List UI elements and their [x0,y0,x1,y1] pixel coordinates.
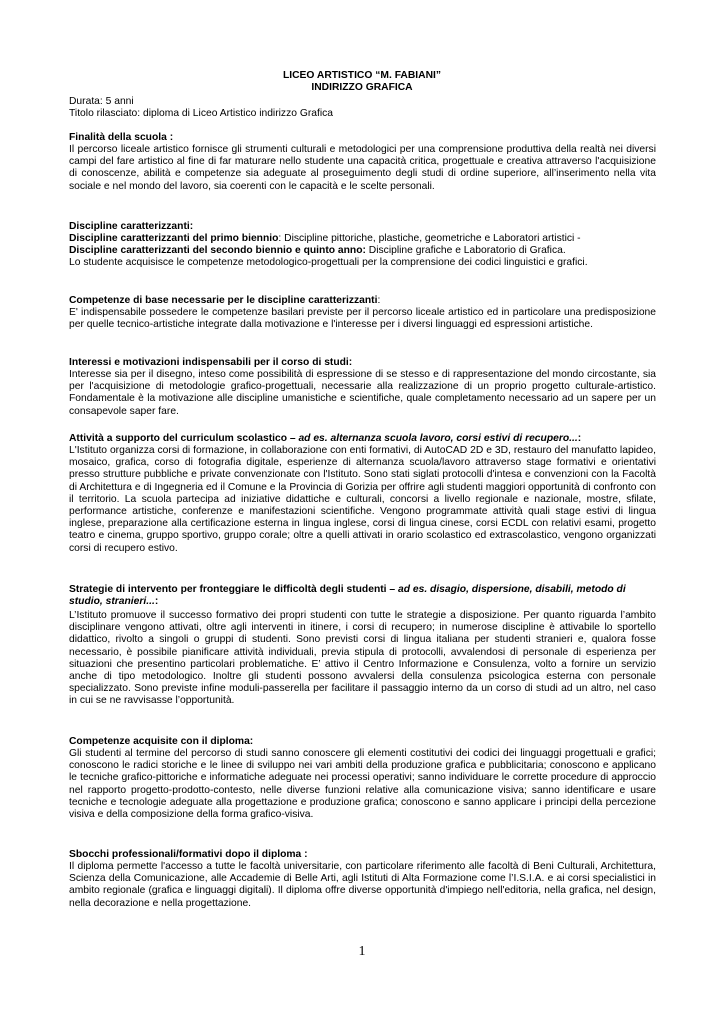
strategie-heading [69,584,656,608]
competenze-base-paragraph: E' indispensabile possedere le competenze basilari previste per il percorso liceale artistico ed in particolare una predisposizione per quelle tecnico-artistiche integrate dalla motivazione e l'interesse per i diversi linguaggi ed espressioni artistiche. [69,307,656,331]
discipline-primo-text: : Discipline pittoriche, plastiche, geometriche e Laboratori artistici - [278,233,581,244]
attivita-heading-suffix: : [577,433,582,444]
competenze-diploma-paragraph: Gli studenti al termine del percorso di studi sanno conoscere gli elementi costitutivi dei codici dei linguaggi progettuali e grafici; conoscono le radici storiche e le linee di sviluppo nei vari ambiti della produzione grafica e pubblicitaria; conoscono e applicano le tecniche grafico-pittoriche e informatiche adeguate nei processi operativi; sanno individuare le corrette procedure di approccio nel rapporto progetto-prodotto-contesto, nelle diverse funzioni relative alla comunicazione visiva; sanno identificare e usare tecniche e tecnologie adeguate alla progettazione e produzione grafica; conoscono e sanno applicare i principi della percezione visiva e della composizione della forma grafico-visiva. [69,748,656,821]
diploma-title-line: Titolo rilasciato: diploma di Liceo Artistico indirizzo Grafica [69,108,334,119]
discipline-heading: Discipline caratterizzanti: [69,221,194,232]
attivita-heading-text: Attività a supporto del curriculum scolastico – [69,433,299,444]
finalita-heading: Finalità della scuola : [69,132,174,143]
discipline-secondo-biennio [69,245,656,257]
strategie-heading-suffix: : [154,596,159,608]
strategie-paragraph: L’Istituto promuove il successo formativo dei propri studenti con tutte le strategie a disposizione. Per quanto riguarda l’ambito disciplinare vengono attivati, oltre agli interventi in itinere, i corsi di recupero; in numerose discipline è attivabile lo sportello didattico, rivolto a singoli o gruppi di studenti. Sono previsti corsi di lingua italiana per studenti stranieri e, qualora fosse necessario, è possibile pianificare attività individuali, previa stipula di protocolli, avvalendosi di personale di esperienza per situazioni che presentino particolari problematiche. E’ attivo il Centro Informazione e Consulenza, volto a fornire un servizio anche di tipo metodologico. Inoltre gli studenti possono avvalersi della consulenza psicologica esterna con personale specializzato. Sono previste infine moduli-passerella per facilitare il passaggio interno da un corso di studi ad un altro, nel caso in cui se ne ravvisasse l’opportunità. [69,610,656,707]
school-name-title: LICEO ARTISTICO “M. FABIANI” [282,70,442,81]
discipline-secondo-text: Discipline grafiche e Laboratorio di Grafica. [365,245,566,256]
strategie-heading-text: Strategie di intervento per fronteggiare le difficoltà degli studenti – [69,584,398,595]
competenze-base-heading [69,295,656,307]
competenze-diploma-heading: Competenze acquisite con il diploma: [69,736,254,747]
sbocchi-heading: Sbocchi professionali/formativi dopo il diploma : [69,849,308,860]
discipline-primo-biennio [69,233,656,245]
sbocchi-paragraph: Il diploma permette l'accesso a tutte le facoltà universitarie, con particolare riferimento alle facoltà di Beni Culturali, Architettura, Scienza della Comunicazione, alle Accademie di Belle Arti, agli Istituti di Alta Formazione come l’I.S.I.A. e ai corsi specialistici in ambito regionale (grafica e linguaggi digitali). Il diploma offre diverse opportunità d'impiego nell'editoria, nella grafica, nel design, nella decorazione e nella progettazione. [69,861,656,909]
discipline-primo-label: Discipline caratterizzanti del primo biennio [69,233,279,244]
finalita-paragraph: Il percorso liceale artistico fornisce gli strumenti culturali e metodologici per una comprensione produttiva della realtà nei diversi campi del fare artistico al fine di far maturare nello studente una capacità critica, progettuale e creativa attraverso l'acquisizione di conoscenze, abilità e competenze sia adeguate al proseguimento degli studi di ordine superiore, all’inserimento nella vita sociale e nel mondo del lavoro, sia coerenti con le capacità e le scelte personali. [69,144,656,192]
interessi-paragraph: Interesse sia per il disegno, inteso come possibilità di espressione di se stesso e di rappresentazione del mondo circostante, sia per l'acquisizione di metodologie grafico-progettuali, necessarie alla realizzazione di un proprio progetto culturale-artistico. Fondamentale è la motivazione alle discipline umanistiche e scientifiche, quale completamento necessario ad un sapere per un consapevole saper fare. [69,369,656,417]
competenze-base-heading-suffix: : [377,295,381,306]
attivita-heading [69,433,656,445]
attivita-paragraph: L'Istituto organizza corsi di formazione, in collaborazione con enti formativi, di AutoCAD 2D e 3D, restauro del manufatto lapideo, mosaico, grafica, corso di fotografia digitale, esperienze di alternanza scuola/lavoro attraverso stage formativi e orientativi presso strutture pubbliche e private convenzionate con l'Istituto. Sono stati siglati protocolli d'intesa e convenzioni con la Facoltà di Architettura e di Ingegneria ed il Comune e la Provincia di Gorizia per offrire agli studenti maggiori opportunità di confronto con il territorio. La scuola partecipa ad iniziative didattiche e culturali, concorsi a livello regionale e nazionale, mostre, sfilate, performance artistiche, conferenze e manifestazioni scientifiche. Vengono programmate attività quali stage estivi di lingua inglese, preparazione alla certificazione esterna in lingua inglese, corsi di lingua cinese, corsi ECDL con relativi esami, progetto teatro e cinema, gruppo sportivo, gruppo corale; oltre a quelli attivati in orario scolastico ed extrascolastico, vengono organizzati corsi di recupero estivo. [69,445,656,554]
discipline-summary: Lo studente acquisisce le competenze metodologico-progettuali per la comprensione dei codici linguistici e grafici. [69,257,588,268]
duration-line: Durata: 5 anni [69,96,134,107]
attivita-heading-italic: ad es. alternanza scuola lavoro, corsi estivi di recupero... [298,433,578,444]
competenze-base-heading-text: Competenze di base necessarie per le discipline caratterizzanti [69,295,378,306]
strategie-heading-italic: ad es. disagio, dispersione, disabili, metodo di studio, stranieri... [69,584,626,608]
interessi-heading: Interessi e motivazioni indispensabili per il corso di studi: [69,357,353,368]
page-number: 1 [358,944,366,959]
discipline-secondo-label: Discipline caratterizzanti del secondo biennio e quinto anno: [69,245,366,256]
track-title: INDIRIZZO GRAFICA [311,82,413,93]
